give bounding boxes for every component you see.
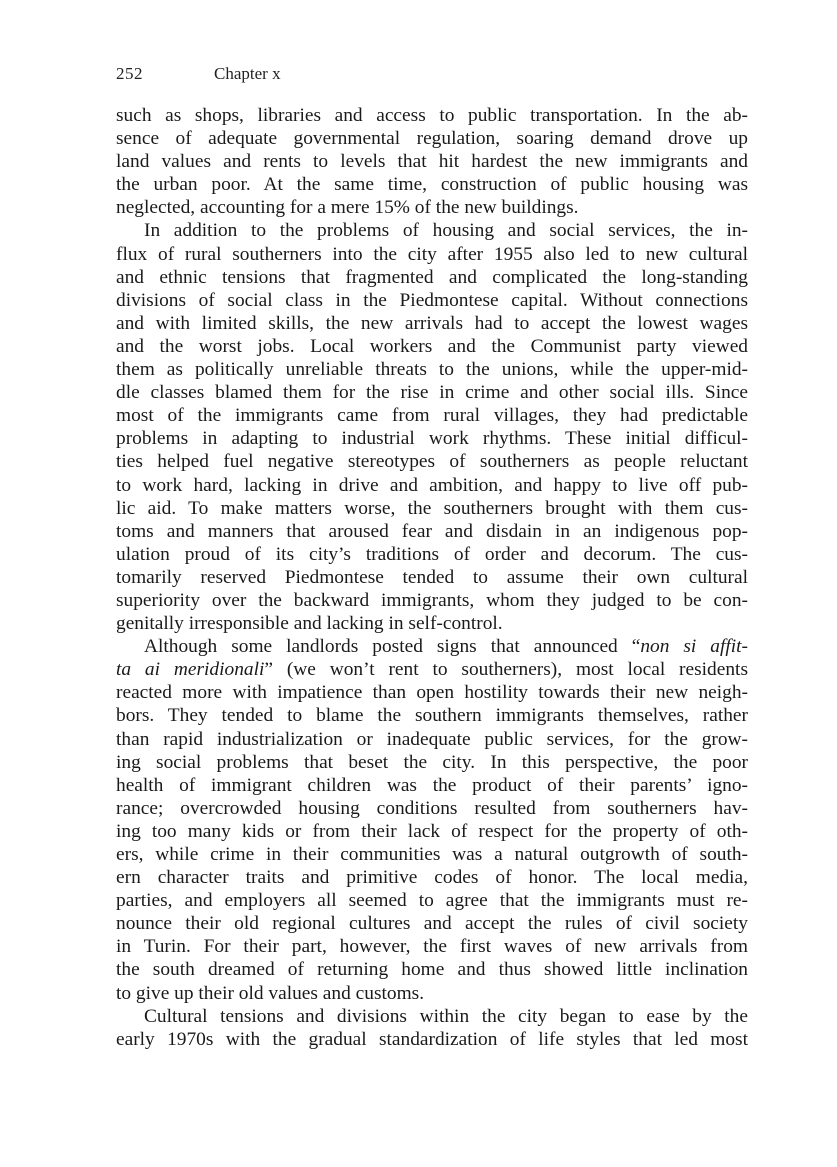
text-line: bors. They tended to blame the southern immigrants themselves, rather bbox=[116, 705, 748, 727]
text-line: flux of rural southerners into the city after 1955 also led to new cultural bbox=[116, 243, 748, 265]
text-line: ulation proud of its city’s traditions of order and decorum. The cus- bbox=[116, 543, 748, 565]
text-line: health of immigrant children was the product of their parents’ igno- bbox=[116, 774, 748, 796]
text-line: and the worst jobs. Local workers and the Communist party viewed bbox=[116, 335, 748, 357]
text-line: toms and manners that aroused fear and disdain in an indigenous pop- bbox=[116, 520, 748, 542]
text-line: early 1970s with the gradual standardization of life styles that led most bbox=[116, 1028, 748, 1050]
text-line: ing too many kids or from their lack of respect for the property of oth- bbox=[116, 820, 748, 842]
text-line: to work hard, lacking in drive and ambition, and happy to live off pub- bbox=[116, 474, 748, 496]
text-line: than rapid industrialization or inadequate public services, for the grow- bbox=[116, 728, 748, 750]
text-line: nounce their old regional cultures and accept the rules of civil society bbox=[116, 913, 748, 935]
text-line: the south dreamed of returning home and thus showed little inclination bbox=[116, 959, 748, 981]
text-line-with-italic: ta ai meridionali” (we won’t rent to southerners), most local residents bbox=[116, 659, 748, 681]
text-line: dle classes blamed them for the rise in crime and other social ills. Since bbox=[116, 382, 748, 404]
text-line: in Turin. For their part, however, the first waves of new arrivals from bbox=[116, 936, 748, 958]
text-line: and ethnic tensions that fragmented and complicated the long-standing bbox=[116, 266, 748, 288]
text-line: to give up their old values and customs. bbox=[116, 982, 425, 1004]
text-line: ing social problems that beset the city. In this perspective, the poor bbox=[116, 751, 748, 773]
text-line: them as politically unreliable threats to the unions, while the upper-mid- bbox=[116, 359, 748, 381]
text-line: genitally irresponsible and lacking in self-control. bbox=[116, 613, 503, 635]
text-line: the urban poor. At the same time, construction of public housing was bbox=[116, 174, 748, 196]
body-text bbox=[116, 104, 748, 1051]
text-line: reacted more with impatience than open hostility towards their new neigh- bbox=[116, 682, 748, 704]
text-line: superiority over the backward immigrants, whom they judged to be con- bbox=[116, 589, 748, 611]
text-line: ties helped fuel negative stereotypes of southerners as people reluctant bbox=[116, 451, 748, 473]
text-line: such as shops, libraries and access to public transportation. In the ab- bbox=[116, 105, 748, 126]
text-line: parties, and employers all seemed to agree that the immigrants must re- bbox=[116, 890, 748, 912]
text-line: problems in adapting to industrial work rhythms. These initial difficul- bbox=[116, 428, 748, 450]
text-line: rance; overcrowded housing conditions resulted from southerners hav- bbox=[116, 797, 748, 819]
text-line: ern character traits and primitive codes of honor. The local media, bbox=[116, 867, 748, 889]
running-head bbox=[116, 64, 281, 84]
text-line-with-italic: Although some landlords posted signs that announced “non si affit- bbox=[144, 636, 748, 658]
italic-phrase: non si affit- bbox=[640, 636, 748, 658]
text-line: land values and rents to levels that hit hardest the new immigrants and bbox=[116, 151, 748, 173]
text-line: lic aid. To make matters worse, the southerners brought with them cus- bbox=[116, 497, 748, 519]
text-line: ers, while crime in their communities was a natural outgrowth of south- bbox=[116, 844, 748, 865]
text-line: and with limited skills, the new arrivals had to accept the lowest wages bbox=[116, 312, 748, 334]
text-line: divisions of social class in the Piedmontese capital. Without connections bbox=[116, 289, 748, 311]
text-line: In addition to the problems of housing and social services, the in- bbox=[144, 220, 748, 242]
italic-phrase: ta ai meridionali bbox=[116, 659, 265, 681]
chapter-label: Chapter x bbox=[214, 64, 281, 83]
text-line: neglected, accounting for a mere 15% of the new buildings. bbox=[116, 197, 579, 219]
page-number: 252 bbox=[116, 64, 143, 83]
text-line: tomarily reserved Piedmontese tended to assume their own cultural bbox=[116, 566, 748, 588]
text-line: Cultural tensions and divisions within the city began to ease by the bbox=[144, 1005, 748, 1027]
text-line: most of the immigrants came from rural villages, they had predictable bbox=[116, 405, 748, 427]
text-line: sence of adequate governmental regulation, soaring demand drove up bbox=[116, 128, 748, 150]
